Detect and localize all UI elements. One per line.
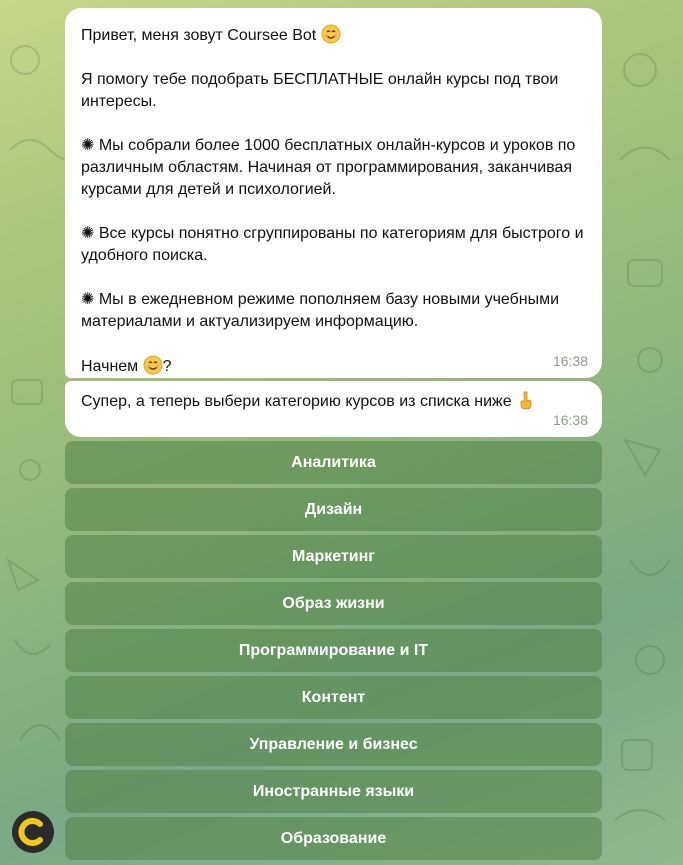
bot-message-prompt <box>65 381 602 437</box>
coursee-logo-icon <box>12 811 54 853</box>
smiling-face-icon <box>143 355 163 375</box>
smiling-face-icon <box>321 24 341 44</box>
category-button-lifestyle[interactable]: Образ жизни <box>65 582 602 625</box>
category-button-design[interactable]: Дизайн <box>65 488 602 531</box>
bullet-text: ✺ Все курсы понятно сгруппированы по категориям для быстрого и удобного поиска. <box>81 225 584 264</box>
category-button-marketing[interactable]: Маркетинг <box>65 535 602 578</box>
category-button-education[interactable]: Образование <box>65 817 602 860</box>
category-button-languages[interactable]: Иностранные языки <box>65 770 602 813</box>
category-button-programming[interactable]: Программирование и IT <box>65 629 602 672</box>
message-time: 16:38 <box>552 353 588 369</box>
closing-mark: ? <box>162 358 172 375</box>
bullet-text: ✺ Мы в ежедневном режиме пополняем базу новыми учебными материалами и актуализируем информацию. <box>81 291 560 330</box>
prompt-text: Супер, а теперь выбери категорию курсов из списка ниже <box>81 393 512 410</box>
bot-message-greeting <box>65 8 602 378</box>
category-button-management[interactable]: Управление и бизнес <box>65 723 602 766</box>
greeting-line: Привет, меня зовут Coursee Bot <box>81 27 317 44</box>
bullet-text: ✺ Мы собрали более 1000 бесплатных онлайн-курсов и уроков по различным областям. Начиная от программирования, заканчивая курсами для детей и психологией. <box>81 137 576 198</box>
closing-text: Начнем <box>81 358 139 375</box>
message-time: 16:38 <box>552 412 588 428</box>
pointing-down-icon <box>516 390 536 410</box>
intro-text: Я помогу тебе подобрать БЕСПЛАТНЫЕ онлайн курсы под твои интересы. <box>81 71 559 110</box>
bot-avatar[interactable] <box>12 811 54 853</box>
category-button-content[interactable]: Контент <box>65 676 602 719</box>
category-button-analytics[interactable]: Аналитика <box>65 441 602 484</box>
